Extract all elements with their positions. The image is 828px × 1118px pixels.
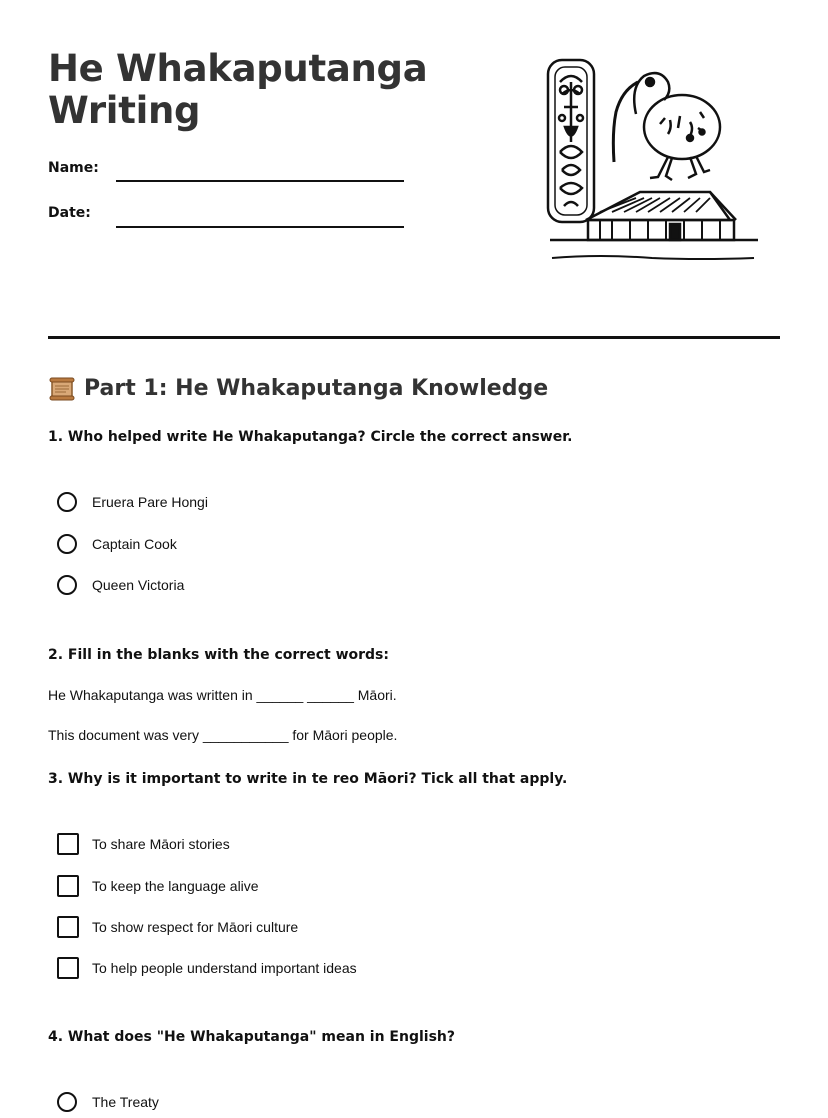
radio-circle-icon[interactable] — [57, 492, 77, 512]
date-label: Date: — [48, 205, 91, 221]
q4-option-label: The Treaty — [92, 1094, 159, 1110]
name-label: Name: — [48, 160, 99, 176]
radio-circle-icon[interactable] — [57, 1092, 77, 1112]
maori-illustration — [540, 52, 766, 268]
name-field[interactable] — [116, 180, 404, 182]
title-line-2: Writing — [48, 89, 201, 132]
q1-option-label: Queen Victoria — [92, 577, 185, 593]
q3-option-label: To help people understand important ideas — [92, 960, 357, 976]
checkbox-icon[interactable] — [57, 833, 79, 855]
pou-carving-icon — [548, 60, 594, 222]
q1-option-2[interactable] — [57, 534, 177, 554]
question-3: 3. Why is it important to write in te reo Māori? Tick all that apply. — [48, 771, 568, 787]
q2-sentence-2: This document was very ___________ for Māori people. — [48, 727, 398, 743]
worksheet-title — [48, 48, 427, 132]
part-1-heading — [48, 372, 548, 406]
q4-option-1[interactable] — [57, 1092, 159, 1112]
kiwi-bird-icon — [613, 73, 720, 180]
scroll-icon — [48, 375, 76, 403]
q3-option-label: To show respect for Māori culture — [92, 919, 299, 935]
radio-circle-icon[interactable] — [57, 534, 77, 554]
q3-option-2[interactable] — [57, 875, 259, 897]
question-2: 2. Fill in the blanks with the correct words: — [48, 647, 389, 663]
checkbox-icon[interactable] — [57, 916, 79, 938]
q1-option-3[interactable] — [57, 575, 184, 595]
q3-option-1[interactable] — [57, 833, 230, 855]
date-field[interactable] — [116, 226, 404, 228]
radio-circle-icon[interactable] — [57, 575, 77, 595]
wharenui-meeting-house-icon — [550, 192, 758, 259]
q3-option-4[interactable] — [57, 957, 357, 979]
checkbox-icon[interactable] — [57, 875, 79, 897]
question-1: 1. Who helped write He Whakaputanga? Circle the correct answer. — [48, 429, 573, 445]
q1-option-1[interactable] — [57, 492, 208, 512]
q3-option-label: To keep the language alive — [92, 878, 259, 894]
question-4: 4. What does "He Whakaputanga" mean in English? — [48, 1029, 456, 1045]
q2-sentence-1: He Whakaputanga was written in ______ ______ Māori. — [48, 687, 397, 703]
q3-option-label: To share Māori stories — [92, 836, 230, 852]
section-divider — [48, 336, 780, 339]
q3-option-3[interactable] — [57, 916, 298, 938]
part-1-title: Part 1: He Whakaputanga Knowledge — [84, 376, 549, 401]
q1-option-label: Eruera Pare Hongi — [92, 494, 208, 510]
checkbox-icon[interactable] — [57, 957, 79, 979]
title-line-1: He Whakaputanga — [48, 47, 428, 90]
q1-option-label: Captain Cook — [92, 536, 177, 552]
